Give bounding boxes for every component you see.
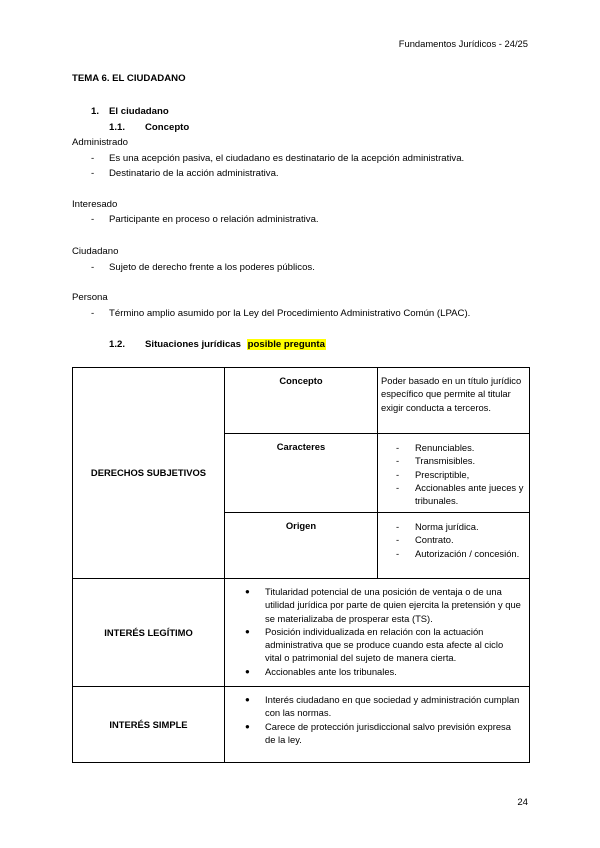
- section-1-2-title-text: Situaciones jurídicas: [145, 339, 241, 350]
- section-1-title: El ciudadano: [109, 106, 169, 117]
- interes-legitimo-list: [225, 579, 529, 683]
- list-item: - Accionables ante jueces y tribunales.: [396, 481, 525, 508]
- interes-simple-list: [225, 687, 529, 751]
- list-item: - Transmisibles.: [396, 454, 525, 467]
- legal-situations-table: [72, 367, 530, 763]
- interes-simple-cell: [225, 687, 530, 763]
- page-number: 24: [517, 797, 528, 808]
- section-1-2-title: [145, 339, 326, 350]
- concepto-definition: Poder basado en un título jurídico específico que permite al titular exigir conducta a terceros.: [378, 368, 530, 434]
- origen-label: Origen: [225, 513, 378, 579]
- caracteres-cell: [378, 434, 530, 513]
- section-1-number: 1.: [91, 106, 100, 117]
- list-item: - Contrato.: [396, 533, 525, 546]
- list-item: ● Titularidad potencial de una posición de ventaja o de una utilidad jurídica por parte de quien ejercita la pretensión y que se materializaba de prosperar esta (TS).: [245, 585, 521, 625]
- topic-title: TEMA 6. EL CIUDADANO: [72, 73, 186, 84]
- origen-cell: [378, 513, 530, 579]
- concept-term: Interesado: [72, 199, 118, 210]
- list-item: - Autorización / concesión.: [396, 547, 525, 560]
- list-item: ● Interés ciudadano en que sociedad y administración cumplan con las normas.: [245, 693, 521, 720]
- list-item: ● Posición individualizada en relación con la actuación administrativa que se produce cuando esta afecte al ciclo vital o patrimonial del sujeto de manera cierta.: [245, 625, 521, 665]
- interes-legitimo-cell: [225, 579, 530, 687]
- section-1-1-title: Concepto: [145, 122, 190, 133]
- list-item-text: Es una acepción pasiva, el ciudadano es destinatario de la acepción administrativa.: [109, 153, 465, 164]
- concept-term: Persona: [72, 292, 108, 303]
- caracteres-label: Caracteres: [225, 434, 378, 513]
- list-item-text: Término amplio asumido por la Ley del Procedimiento Administrativo Común (LPAC).: [109, 308, 471, 319]
- list-item: - Prescriptible,: [396, 468, 525, 481]
- derechos-subjetivos-header: DERECHOS SUBJETIVOS: [73, 368, 225, 579]
- interes-legitimo-header: INTERÉS LEGÍTIMO: [73, 579, 225, 687]
- section-1-1-number: 1.1.: [109, 122, 126, 133]
- list-item-text: Participante en proceso o relación administrativa.: [109, 214, 319, 225]
- interes-simple-header: INTERÉS SIMPLE: [73, 687, 225, 763]
- section-1-2-number: 1.2.: [109, 339, 126, 350]
- list-item: - Renunciables.: [396, 441, 525, 454]
- highlight-note: posible pregunta: [247, 339, 325, 350]
- caracteres-list: [378, 434, 529, 511]
- page-header-title: Fundamentos Jurídicos - 24/25: [398, 38, 528, 49]
- list-item-text: Destinatario de la acción administrativa.: [109, 168, 279, 179]
- list-item-text: Sujeto de derecho frente a los poderes públicos.: [109, 262, 315, 273]
- concepto-label: Concepto: [225, 368, 378, 434]
- concept-term: Ciudadano: [72, 246, 119, 257]
- list-item: ● Accionables ante los tribunales.: [245, 665, 521, 678]
- list-item: - Norma jurídica.: [396, 520, 525, 533]
- concept-term: Administrado: [72, 137, 128, 148]
- origen-list: [378, 513, 529, 564]
- list-item: ● Carece de protección jurisdiccional salvo previsión expresa de la ley.: [245, 720, 521, 747]
